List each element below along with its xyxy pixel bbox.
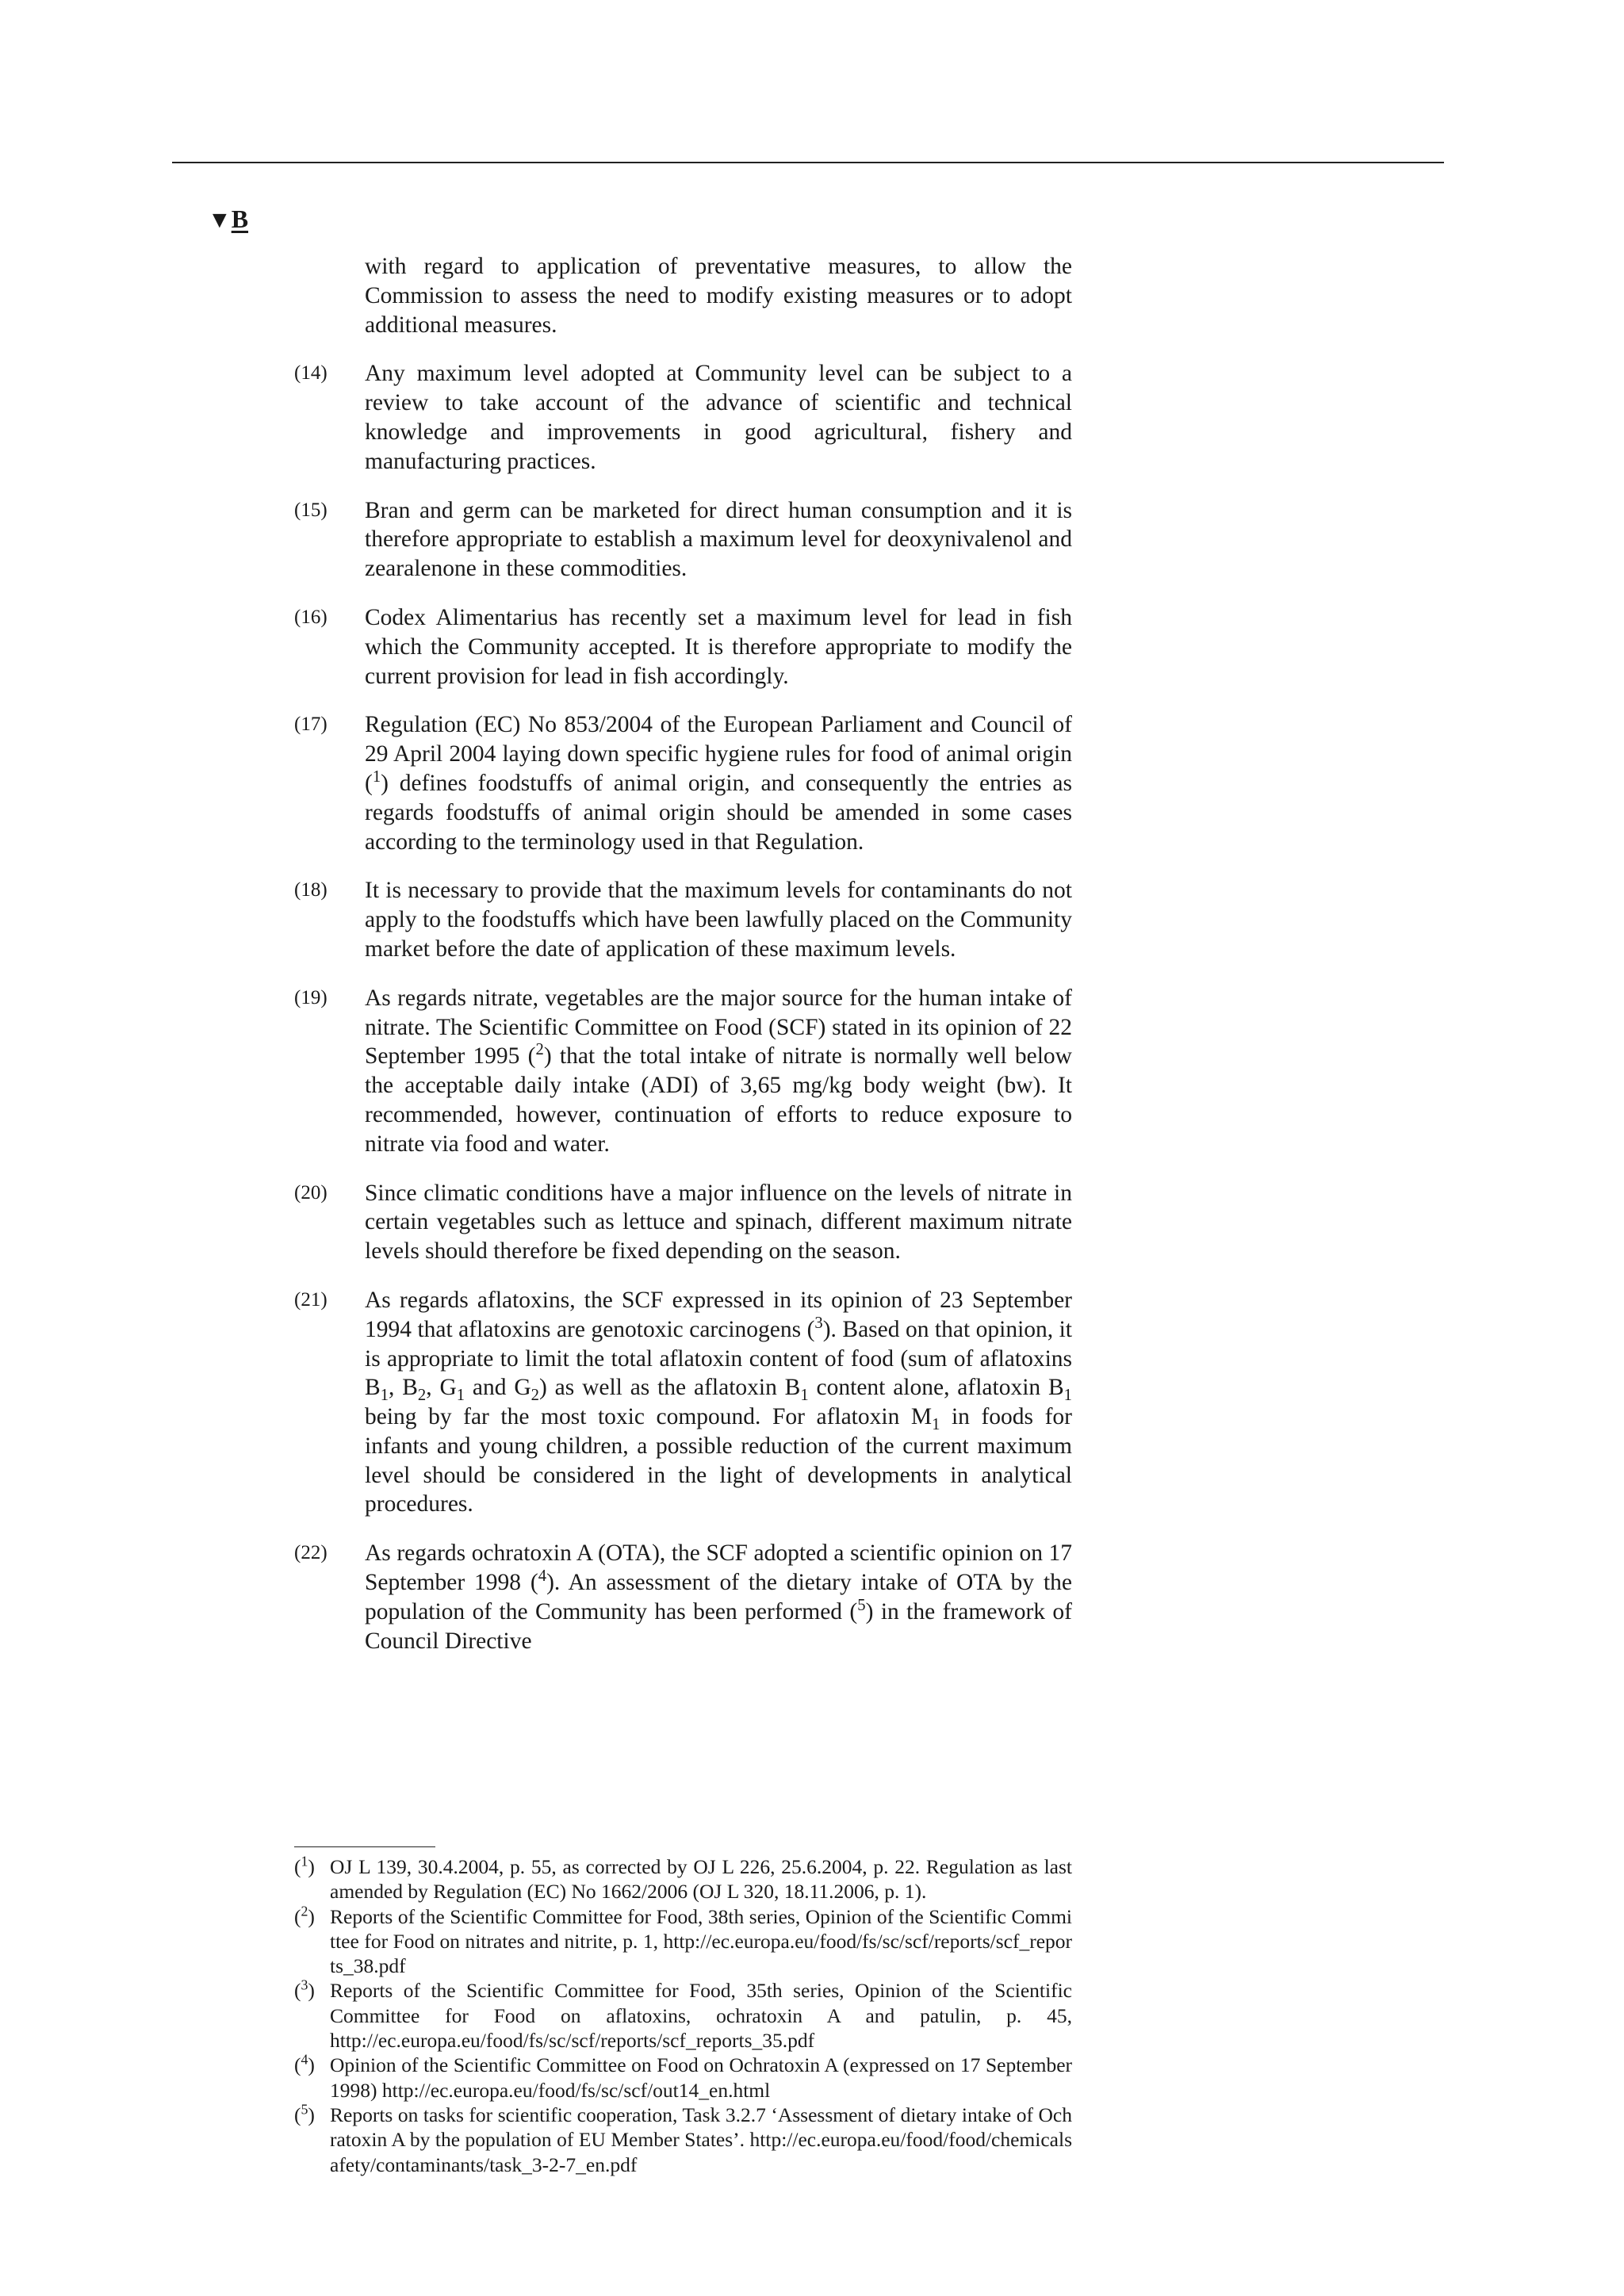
marker-letter: B — [231, 205, 249, 233]
footnote-ref: 3 — [814, 1314, 823, 1332]
recital-number: (21) — [294, 1288, 327, 1311]
recital-number: (22) — [294, 1542, 327, 1564]
recital-number: (20) — [294, 1181, 327, 1203]
recital-text: Codex Alimentarius has recently set a maximum level for lead in fish which the Community accepted. It is therefore appropriate to modify the current provision for lead in fish accordingly. — [365, 604, 1072, 689]
footnote-text: OJ L 139, 30.4.2004, p. 55, as corrected by OJ L 226, 25.6.2004, p. 22. Regulation as last amended by Regulation (EC) No 1662/2006 (OJ L 320, 18.11.2006, p. 1). — [330, 1855, 1072, 1904]
recital-number: (17) — [294, 714, 327, 736]
recital-19 — [294, 984, 1072, 1159]
recital-20 — [294, 1179, 1072, 1266]
recital-text: It is necessary to provide that the maximum levels for contaminants do not apply to the foodstuffs which have been lawfully placed on the Community market before the date of application of these maximum levels. — [365, 878, 1072, 962]
recital-17 — [294, 710, 1072, 856]
footnote-number: ($^5$) — [294, 2101, 315, 2126]
triangle-marker-icon: ▼ — [208, 207, 232, 233]
recital-14 — [294, 359, 1072, 476]
footnote — [294, 1904, 1072, 1979]
footnote-ref: 1 — [372, 768, 381, 786]
footnote-number: ($^3$) — [294, 1976, 315, 2003]
recital-21 — [294, 1286, 1072, 1519]
recital-text: As regards ochratoxin A (OTA), the SCF adopted a scientific opinion on 17 September 1998 ($^4$). An assessment of the dietary intake of OTA by the population of the Community has been performed ($^5$) in the framework of Council Directive — [365, 1540, 1072, 1654]
footnote-separator — [294, 1846, 435, 1847]
recital-number: (15) — [294, 499, 327, 521]
recitals — [294, 252, 1072, 1675]
recital-text: Regulation (EC) No 853/2004 of the European Parliament and Council of 29 April 2004 laying down specific hygiene rules for food of animal origin ($^1$) defines foodstuffs of animal origin, and consequently the entries as regards foodstuffs of animal origin should be amended in some cases according to the terminology used in that Regulation. — [365, 712, 1072, 855]
recital-text: As regards nitrate, vegetables are the major source for the human intake of nitrate. The Scientific Committee on Food (SCF) stated in its opinion of 22 September 1995 ($^2$) that the total intake of nitrate is normally well below the acceptable daily intake (ADI) of 3,65 mg/kg body weight (bw). It recommended, however, continuation of efforts to reduce exposure to nitrate via food and water. — [365, 985, 1072, 1157]
footnote-text: Reports on tasks for scientific cooperation, Task 3.2.7 ‘Assessment of dietary intake of Ochratoxin A by the population of EU Member States’. http://ec.europa.eu/food/food/chemicalsafety/contaminants/task_3-2-7_en.pdf — [330, 2103, 1072, 2176]
recital-22 — [294, 1539, 1072, 1655]
footnotes — [294, 1854, 1072, 2177]
recital-number: (14) — [294, 362, 327, 385]
recital-18 — [294, 876, 1072, 963]
recital-text: Any maximum level adopted at Community level can be subject to a review to take account of the advance of scientific and technical knowledge and improvements in good agricultural, fishery and manufacturing practices. — [365, 361, 1072, 474]
footnote — [294, 2053, 1072, 2103]
amendment-marker — [208, 205, 248, 234]
footnote-number: ($^4$) — [294, 2051, 315, 2077]
recital-text: Bran and germ can be marketed for direct human consumption and it is therefore appropriate to establish a maximum level for deoxynivalenol and zearalenone in these commodities. — [365, 497, 1072, 582]
footnote — [294, 2103, 1072, 2177]
footnote-ref: 5 — [857, 1597, 866, 1615]
recital-number: (19) — [294, 986, 327, 1008]
footnote-text: Opinion of the Scientific Committee on Food on Ochratoxin A (expressed on 17 September 1998) http://ec.europa.eu/food/fs/sc/scf/out14_en.html — [330, 2053, 1072, 2102]
recital-number: (18) — [294, 879, 327, 901]
footnote-text: Reports of the Scientific Committee for Food, 38th series, Opinion of the Scientific Committee for Food on nitrates and nitrite, p. 1, http://ec.europa.eu/food/fs/sc/scf/reports/scf_reports_38.pdf — [330, 1904, 1072, 1978]
recital-15 — [294, 496, 1072, 584]
footnote-ref: 4 — [538, 1567, 547, 1586]
footnote — [294, 1978, 1072, 2053]
recital-number: (16) — [294, 606, 327, 628]
recital-16 — [294, 603, 1072, 691]
top-rule — [172, 162, 1444, 163]
footnote — [294, 1854, 1072, 1904]
footnote-text: Reports of the Scientific Committee for Food, 35th series, Opinion of the Scientific Committee for Food on aflatoxins, ochratoxin A and patulin, p. 45, http://ec.europa.eu/food/fs/sc/scf/reports/scf_reports_35.pdf — [330, 1979, 1072, 2053]
footnote-number: ($^2$) — [294, 1903, 315, 1928]
recital-text: As regards aflatoxins, the SCF expressed in its opinion of 23 September 1994 that aflatoxins are genotoxic carcinogens ($^3$). Based on that opinion, it is appropriate to limit the total aflatoxin content of food (sum of aflatoxins $B_1$, $B_2$, $G_1$ and $G_2$) as well as the aflatoxin $B_1$ content alone, aflatoxin $B_1$ being by far the most toxic compound. For aflatoxin $M_1$ in foods for infants and young children, a possible reduction of the current maximum level should be considered in the light of developments in analytical procedures. — [365, 1287, 1073, 1517]
recital-text: Since climatic conditions have a major influence on the levels of nitrate in certain vegetables such as lettuce and spinach, different maximum nitrate levels should therefore be fixed depending on the season. — [365, 1180, 1072, 1265]
footnote-ref: 2 — [535, 1041, 544, 1059]
opening-text: with regard to application of preventative measures, to allow the Commission to assess the need to modify existing measures or to adopt additional measures. — [365, 254, 1072, 338]
footnote-number: ($^1$) — [294, 1853, 315, 1878]
